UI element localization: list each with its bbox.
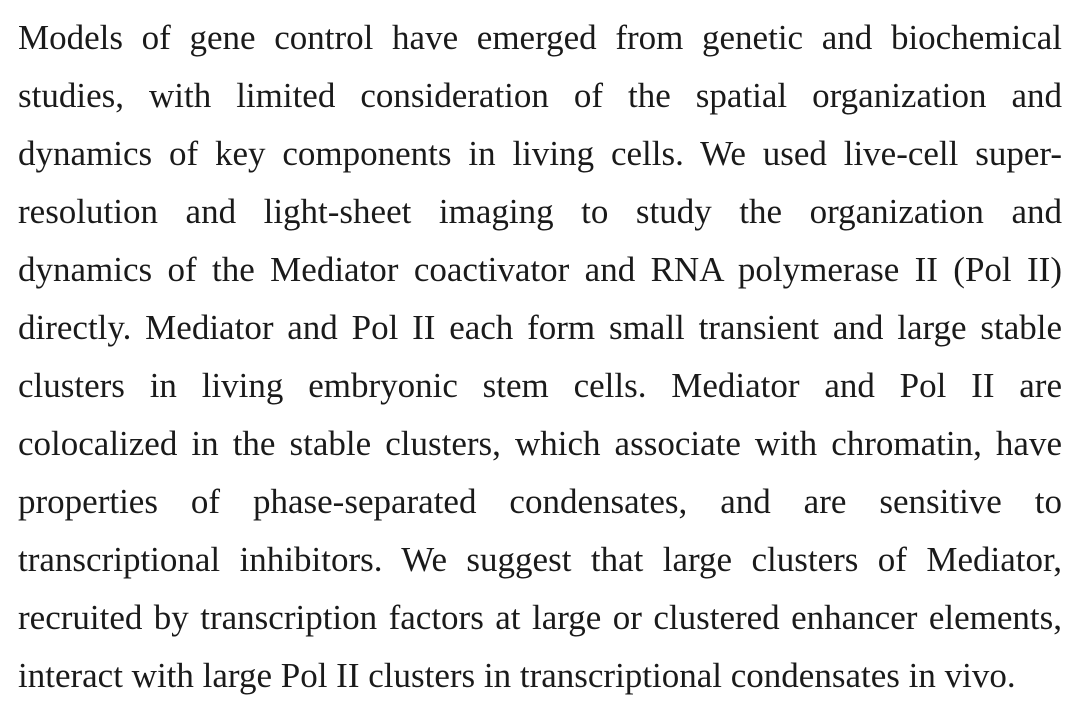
- abstract-line-11: recruited by transcription factors at large or clustered enhancer elements,: [18, 598, 1062, 637]
- abstract-line-8: colocalized in the stable clusters, which associate with chromatin, have: [18, 424, 1062, 463]
- abstract-line-1: Models of gene control have emerged from genetic and biochemical: [18, 18, 1062, 57]
- abstract-paragraph: [18, 9, 1062, 705]
- abstract-line-10: transcriptional inhibitors. We suggest that large clusters of Mediator,: [18, 540, 1062, 579]
- abstract-line-3: dynamics of key components in living cells. We used live-cell super-: [18, 134, 1062, 173]
- abstract-line-6: directly. Mediator and Pol II each form small transient and large stable: [18, 308, 1062, 347]
- abstract-line-2: studies, with limited consideration of the spatial organization and: [18, 76, 1062, 115]
- abstract-line-7: clusters in living embryonic stem cells. Mediator and Pol II are: [18, 366, 1062, 405]
- abstract-line-4: resolution and light-sheet imaging to study the organization and: [18, 192, 1062, 231]
- abstract-line-5: dynamics of the Mediator coactivator and RNA polymerase II (Pol II): [18, 250, 1062, 289]
- abstract-line-9: properties of phase-separated condensates, and are sensitive to: [18, 482, 1062, 521]
- abstract-line-12: interact with large Pol II clusters in transcriptional condensates in vivo.: [18, 656, 1016, 695]
